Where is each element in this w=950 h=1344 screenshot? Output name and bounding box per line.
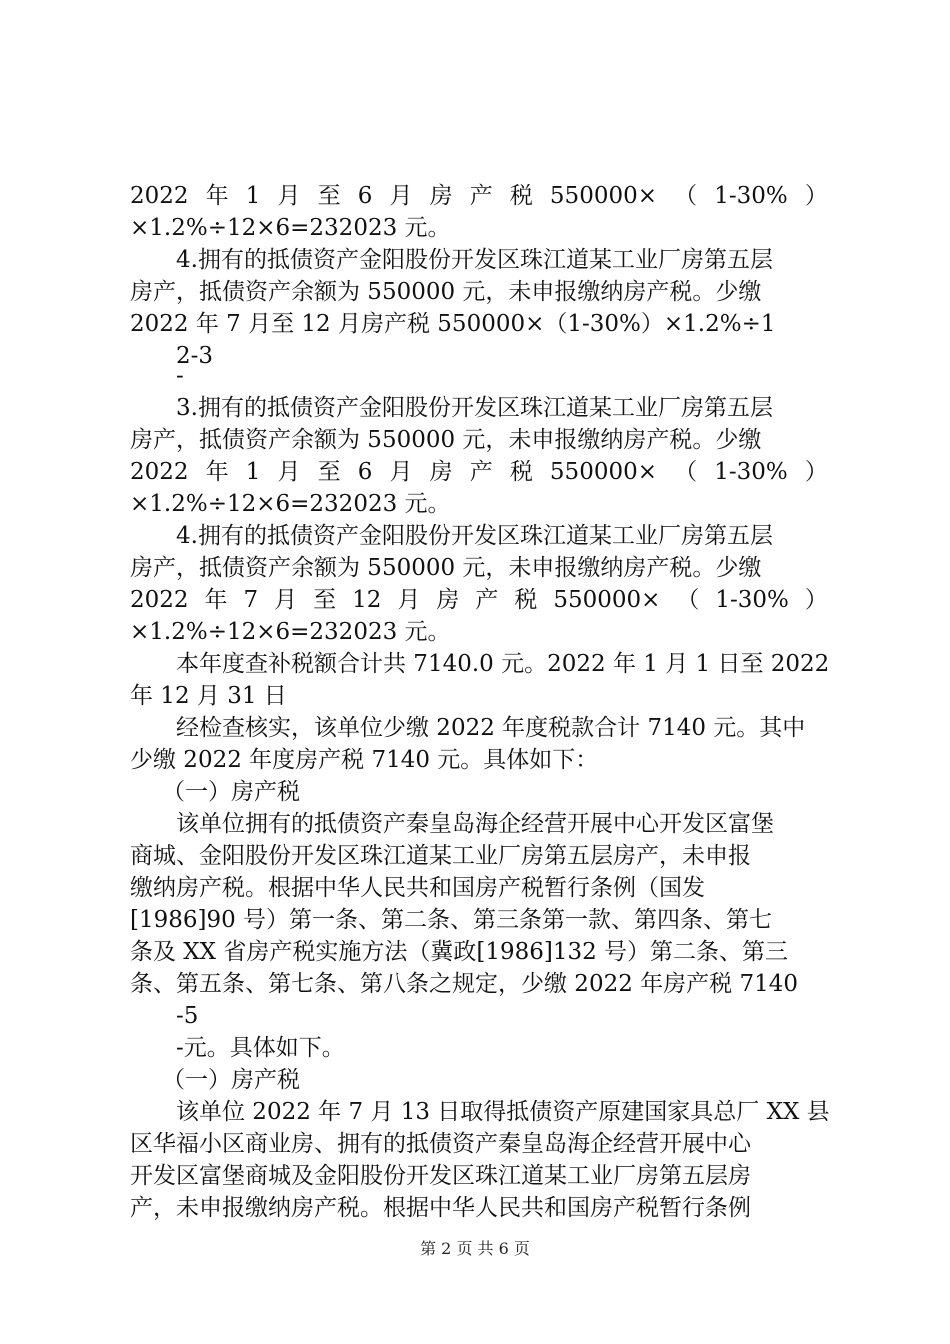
paragraph-line: [1986]90 号）第一条、第二条、第三条第一款、第四条、第七 [130,907,773,933]
paragraph-line: 经检查核实，该单位少缴 2022 年度税款合计 7140 元。其中 [176,715,806,741]
word: 产 [469,459,493,485]
word: 550000× [549,183,657,209]
page-marker: 2-3 [176,343,214,369]
word: 年 [205,183,229,209]
paragraph-line: -元。具体如下。 [176,1035,345,1061]
paragraph-line: 区华福小区商业房、拥有的抵债资产秦皇岛海企经营开展中心 [130,1131,751,1157]
page-marker: - [176,363,184,389]
word: 月 [397,587,421,613]
paragraph-line: 开发区富堡商城及金阳股份开发区珠江道某工业厂房第五层房 [130,1163,751,1189]
word: 12 [352,587,382,613]
paragraph-line: 房产，抵债资产余额为 550000 元，未申报缴纳房产税。少缴 [130,555,762,581]
paragraph-line-justified-1 [130,180,828,212]
word: （ [676,587,700,613]
section-heading: （一）房产税 [162,779,300,805]
paragraph-line: 条及 XX 省房产税实施方法（冀政[1986]132 号）第二条、第三 [130,939,789,965]
paragraph-line: ×1.2%÷12×6=232023 元。 [130,619,451,645]
word: 月 [389,183,413,209]
paragraph-line: 年 12 月 31 日 [130,683,287,709]
paragraph-line: 少缴 2022 年度房产税 7140 元。具体如下： [130,747,599,773]
word: 6 [357,459,373,485]
word: 房 [429,183,453,209]
paragraph-line: 商城、金阳股份开发区珠江道某工业厂房第五层房产，未申报 [130,843,751,869]
word: 1-30% [715,587,789,613]
paragraph-line-justified-3 [130,584,828,616]
word: 年 [204,587,228,613]
word: （ [674,459,698,485]
word: 1-30% [714,459,788,485]
word: 月 [277,183,301,209]
word: 房 [436,587,460,613]
word: 550000× [549,459,657,485]
word: ） [804,587,828,613]
paragraph-line: 本年度查补税额合计共 7140.0 元。2022 年 1 月 1 日至 2022 [176,651,830,677]
word: 产 [475,587,499,613]
paragraph-line: 房产，抵债资产余额为 550000 元，未申报缴纳房产税。少缴 [130,427,762,453]
word: 月 [277,459,301,485]
word: 1 [245,183,261,209]
word: 2022 [130,183,189,209]
section-heading: （一）房产税 [162,1067,300,1093]
word: 月 [389,459,413,485]
word: 月 [274,587,298,613]
paragraph-line: 该单位 2022 年 7 月 13 日取得抵债资产原建国家具总厂 XX 县 [176,1099,830,1125]
paragraph-line: 4.拥有的抵债资产金阳股份开发区珠江道某工业厂房第五层 [176,523,773,549]
page-marker: -5 [176,1003,199,1029]
word: 税 [509,183,533,209]
word: 6 [357,183,373,209]
word: 税 [509,459,533,485]
word: 年 [205,459,229,485]
paragraph-line: 3.拥有的抵债资产金阳股份开发区珠江道某工业厂房第五层 [176,395,773,421]
paragraph-line: 条、第五条、第七条、第八条之规定，少缴 2022 年房产税 7140 [130,971,798,997]
word: ） [804,183,828,209]
paragraph-line: 缴纳房产税。根据中华人民共和国房产税暂行条例（国发 [130,875,705,901]
word: 至 [317,459,341,485]
word: 550000× [553,587,661,613]
word: 2022 [130,459,189,485]
word: 房 [429,459,453,485]
word: 至 [317,183,341,209]
word: 产 [469,183,493,209]
word: 1 [245,459,261,485]
paragraph-line: 产，未申报缴纳房产税。根据中华人民共和国房产税暂行条例 [130,1195,751,1221]
paragraph-line: 2022 年 7 月至 12 月房产税 550000×（1-30%）×1.2%÷1 [130,311,776,337]
page-footer: 第 2 页 共 6 页 [420,1239,530,1258]
paragraph-line: ×1.2%÷12×6=232023 元。 [130,215,451,241]
paragraph-line: 4.拥有的抵债资产金阳股份开发区珠江道某工业厂房第五层 [176,247,773,273]
paragraph-line-justified-2 [130,456,828,488]
word: 2022 [130,587,189,613]
word: 至 [313,587,337,613]
word: 税 [514,587,538,613]
word: （ [674,183,698,209]
paragraph-line: 房产，抵债资产余额为 550000 元，未申报缴纳房产税。少缴 [130,279,762,305]
word: 1-30% [714,183,788,209]
word: ） [804,459,828,485]
paragraph-line: 该单位拥有的抵债资产秦皇岛海企经营开展中心开发区富堡 [176,811,774,837]
paragraph-line: ×1.2%÷12×6=232023 元。 [130,491,451,517]
word: 7 [243,587,259,613]
